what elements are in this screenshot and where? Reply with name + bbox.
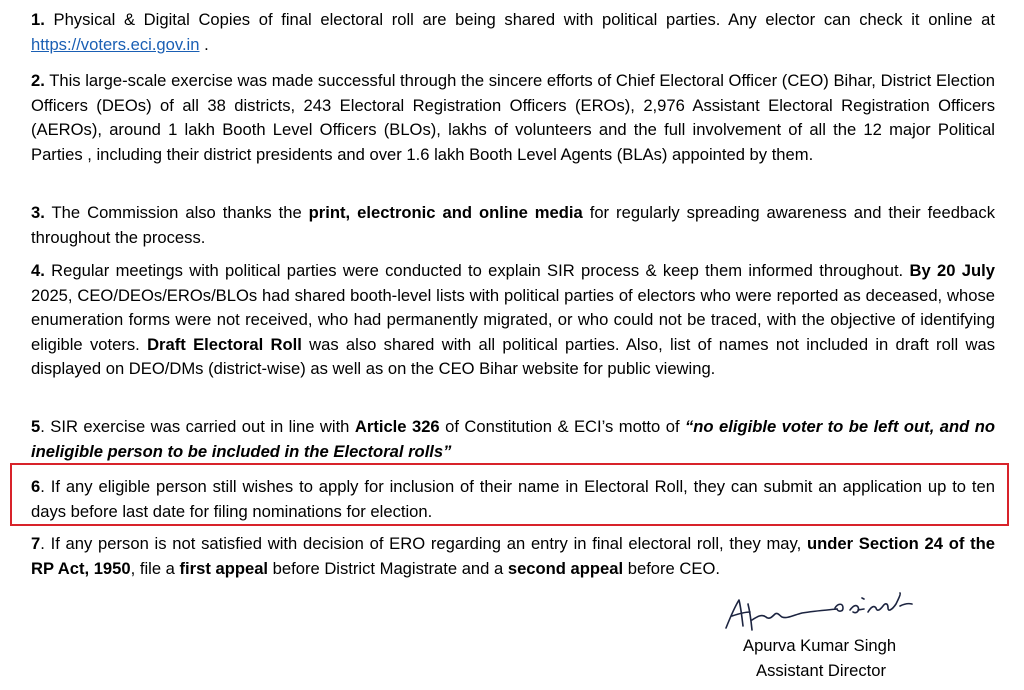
paragraph-text: Physical & Digital Copies of final electoral roll are being shared with political parties. Any elector can check it online at	[44, 10, 995, 29]
paragraph-bold-text: first appeal	[179, 558, 269, 578]
paragraph-number: 1.	[31, 10, 45, 29]
paragraph-bold-text: Article 326	[354, 417, 440, 436]
paragraph-number: 7	[31, 534, 41, 553]
paragraph-text: of Constitution & ECI’s motto of	[439, 417, 685, 436]
paragraph-number: 2.	[31, 71, 45, 90]
paragraph-text: The Commission also thanks the	[44, 203, 309, 222]
paragraph-text: This large-scale exercise was made successful through the sincere efforts of Chief Electoral Officer (CEO) Bihar, District Election Officers (DEOs) of all 38 districts, 243 Electoral Registration Officers (EROs), 2,976 Assistant Electoral Registration Officers (AEROs), around 1 lakh Booth Level Officers (BLOs), lakhs of volunteers and the full involvement of all the 12 major Political Parties , including their district presidents and over 1.6 lakh Booth Level Agents (BLAs) appointed by them.	[31, 71, 995, 164]
paragraph-text: before CEO.	[623, 558, 720, 578]
paragraph-bold-text: under Section 24 of the RP Act, 1950	[31, 534, 995, 578]
paragraph-number: 5	[31, 417, 41, 436]
paragraph-text: Regular meetings with political parties were conducted to explain SIR process & keep them informed throughout.	[44, 261, 910, 280]
paragraph-text: .	[199, 34, 209, 54]
paragraph-text: . If any person is not satisfied with decision of ERO regarding an entry in final electoral roll, they may,	[40, 534, 807, 553]
paragraph-bold-text: print, electronic and online media	[308, 203, 583, 222]
paragraph-text: . If any eligible person still wishes to apply for inclusion of their name in Electoral Roll, they can submit an application up to ten days before last date for filing nominations for election.	[31, 477, 995, 521]
voters-portal-link[interactable]: https://voters.eci.gov.in	[31, 34, 200, 54]
paragraph-text: , file a	[130, 558, 180, 578]
paragraph-text: before District Magistrate and a	[268, 558, 508, 578]
paragraph-text: was also shared with all political parties. Also, list of names not included in draft roll was displayed on DEO/DMs (district-wise) as well as on the CEO Bihar website for public viewing.	[31, 334, 995, 379]
paragraph-5	[31, 415, 995, 464]
paragraph-7	[31, 532, 995, 581]
paragraph-4	[31, 259, 995, 382]
paragraph-text: 2025, CEO/DEOs/EROs/BLOs had shared booth-level lists with political parties of electors who were reported as deceased, whose enumeration forms were not received, who had permanently migrated, or who could not be traced, with the objective of identifying eligible voters.	[31, 285, 995, 354]
paragraph-2	[31, 69, 995, 167]
paragraph-3	[31, 201, 995, 250]
paragraph-6	[31, 475, 995, 524]
paragraph-number: 6	[31, 477, 41, 496]
paragraph-bold-text: Draft Electoral Roll	[147, 334, 302, 354]
paragraph-number: 4.	[31, 261, 45, 280]
handwritten-signature	[712, 590, 922, 640]
signatory-title: Assistant Director	[756, 661, 887, 680]
paragraph-number: 3.	[31, 203, 45, 222]
paragraph-text: for regularly spreading awareness and their feedback throughout the process.	[31, 203, 996, 247]
eci-motto-quote: “no eligible voter to be left out, and no ineligible person to be included in the Electoral rolls”	[31, 417, 995, 461]
signatory-name: Apurva Kumar Singh	[743, 636, 897, 655]
paragraph-bold-text: second appeal	[507, 558, 624, 578]
paragraph-text: . SIR exercise was carried out in line with	[40, 417, 355, 436]
paragraph-1	[31, 8, 995, 57]
paragraph-bold-text: By 20 July	[909, 261, 995, 280]
